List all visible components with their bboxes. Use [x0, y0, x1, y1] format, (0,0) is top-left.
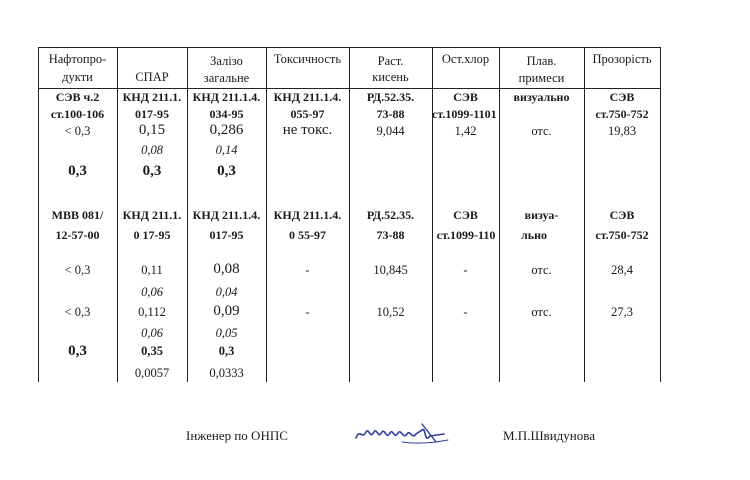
sec1-value-c4: не токс. [282, 122, 333, 138]
sec2-method-c6b: ст.1099-110 [436, 228, 496, 242]
sec2-row1-italic-c2: 0,06 [141, 285, 163, 299]
sec1-method-c4a: КНД 211.1.4. [273, 90, 342, 104]
sec2-row2-c6: - [463, 305, 468, 319]
sec2-method-c5b: 73-88 [376, 228, 405, 242]
sec1-italic-c3: 0,14 [215, 143, 238, 157]
sec2-row2-c1: < 0,3 [64, 305, 91, 319]
sec1-value-c3: 0,286 [209, 122, 244, 138]
sec2-limit-c1: 0,3 [68, 343, 87, 359]
sec2-method-c2a: КНД 211.1. [122, 208, 182, 222]
sec2-row1-c5: 10,845 [373, 263, 408, 277]
header-iron-1: Залізо [210, 54, 243, 68]
sec1-italic-c2: 0,08 [141, 143, 163, 157]
sec2-row2-c4: - [305, 305, 310, 319]
sec1-method-c7: визуально [513, 90, 570, 104]
sec1-method-c2b: 017-95 [135, 107, 169, 121]
sec2-method-c7b: льно [521, 228, 547, 242]
sec2-row1-c3: 0,08 [213, 261, 240, 277]
sec2-extra-c3: 0,0333 [209, 366, 244, 380]
sec1-method-c1b: ст.100-106 [50, 107, 105, 121]
sec2-limit-c3: 0,3 [218, 344, 235, 358]
header-iron-2: загальне [203, 71, 250, 85]
sec1-method-c2a: КНД 211.1. [122, 90, 182, 104]
sec2-row1-italic-c3: 0,04 [215, 285, 238, 299]
sec1-method-c6a: СЭВ [453, 90, 478, 104]
header-impurities-1: Плав. [526, 54, 557, 68]
sec2-method-c4a: КНД 211.1.4. [273, 208, 342, 222]
sec2-method-c1b: 12-57-00 [55, 228, 100, 242]
sec2-row2-c3: 0,09 [213, 303, 240, 319]
sec2-method-c4b: 0 55-97 [289, 228, 326, 242]
sec1-value-c6: 1,42 [454, 124, 477, 138]
sec2-row2-c2: 0,112 [138, 305, 166, 319]
sec1-method-c1a: СЭВ ч.2 [55, 90, 100, 104]
sec2-row2-c8: 27,3 [611, 305, 633, 319]
sec1-method-c5a: РД.52.35. [366, 90, 415, 104]
header-oxygen-1: Раст. [377, 54, 404, 68]
header-toxicity: Токсичность [273, 52, 342, 66]
header-oxygen-2: кисень [372, 70, 409, 84]
sec1-method-c8b: ст.750-752 [595, 107, 649, 121]
sec2-row2-italic-c3: 0,05 [215, 326, 238, 340]
sec2-row1-c7: отс. [531, 263, 552, 277]
sec1-method-c8a: СЭВ [609, 90, 635, 104]
sec2-row1-c1: < 0,3 [64, 263, 91, 277]
sec2-method-c3a: КНД 211.1.4. [192, 208, 261, 222]
sec1-limit-c1: 0,3 [68, 163, 87, 179]
signature [352, 418, 452, 448]
header-chlorine: Ост.хлор [441, 52, 490, 66]
sec1-method-c6b: ст.1099-1101 [432, 107, 497, 121]
col-border-8 [660, 47, 661, 382]
header-spar: СПАР [135, 70, 169, 84]
sec1-method-c3a: КНД 211.1.4. [192, 90, 261, 104]
sec2-method-c8a: СЭВ [609, 208, 635, 222]
sec1-limit-c3: 0,3 [217, 163, 236, 179]
sec2-row2-c5: 10,52 [376, 305, 405, 319]
footer-position: Інженер по ОНПС [186, 428, 288, 443]
sec2-row1-c8: 28,4 [611, 263, 633, 277]
sec2-extra-c2: 0,0057 [134, 366, 170, 380]
sec2-row1-c4: - [305, 263, 310, 277]
sec1-value-c7: отс. [531, 124, 552, 138]
sec2-method-c2b: 0 17-95 [133, 228, 171, 242]
sec2-limit-c2: 0,35 [141, 344, 163, 358]
footer-name: М.П.Швидунова [503, 428, 595, 443]
header-transparency: Прозорість [592, 52, 652, 66]
sec1-limit-c2: 0,3 [142, 163, 162, 179]
sec1-method-c4b: 055-97 [290, 107, 325, 121]
sec2-method-c7a: визуа- [524, 208, 559, 222]
sec1-value-c2: 0,15 [138, 122, 166, 138]
sec2-row2-c7: отс. [531, 305, 552, 319]
sec2-method-c1a: МВВ 081/ [51, 208, 104, 222]
sec1-value-c1: < 0,3 [64, 124, 91, 138]
sec1-method-c3b: 034-95 [209, 107, 244, 121]
sec2-row1-c2: 0,11 [141, 263, 163, 277]
sec2-method-c8b: ст.750-752 [595, 228, 649, 242]
sec2-row1-c6: - [463, 263, 468, 277]
sec2-method-c3b: 017-95 [209, 228, 244, 242]
sec1-value-c8: 19,83 [607, 124, 637, 138]
header-oil-products-2: дукти [62, 70, 93, 84]
sec1-method-c5b: 73-88 [376, 107, 405, 121]
sec2-method-c5a: РД.52.35. [366, 208, 415, 222]
sec2-row2-italic-c2: 0,06 [141, 326, 163, 340]
header-impurities-2: примеси [518, 71, 565, 85]
sec1-value-c5: 9,044 [376, 124, 405, 138]
header-oil-products-1: Нафтопро- [48, 52, 107, 66]
sec2-method-c6a: СЭВ [453, 208, 478, 222]
